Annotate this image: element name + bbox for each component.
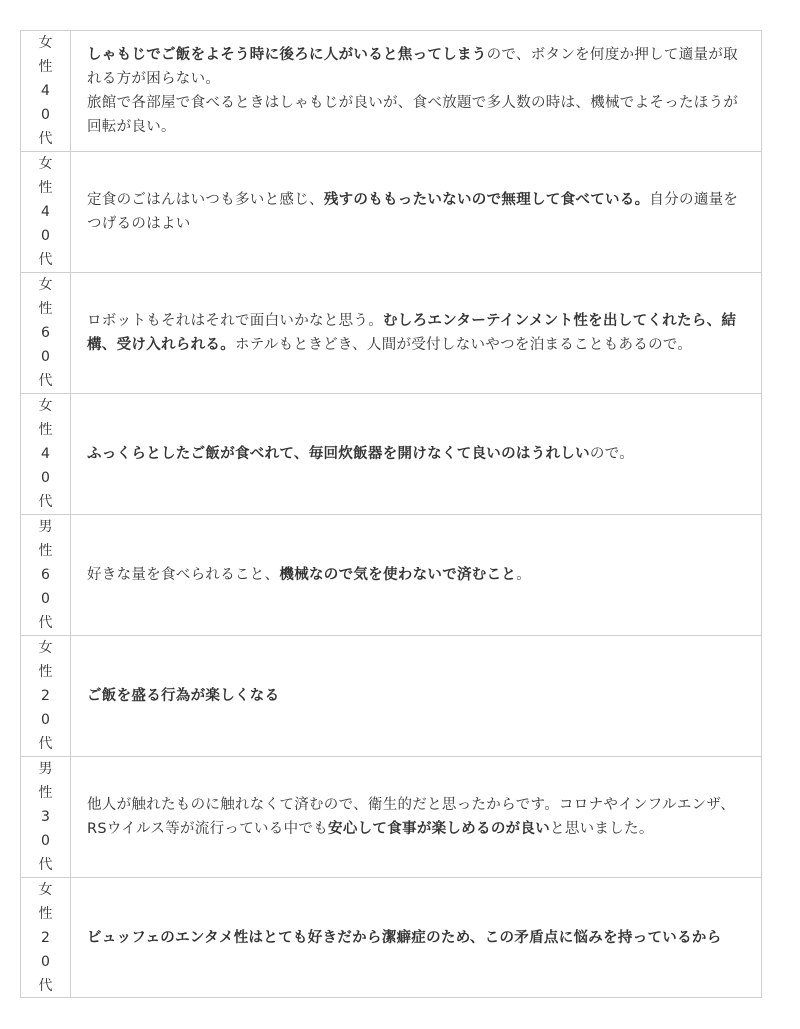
comment-paragraph	[87, 43, 743, 91]
label-char: 代	[38, 736, 53, 752]
label-char: 性	[38, 59, 53, 75]
label-char: 0	[41, 107, 50, 123]
comment-cell	[71, 757, 761, 877]
emphasis-text: 安心して食事が楽しめるのが良い	[328, 821, 551, 837]
comments-table	[20, 30, 762, 998]
label-char: 性	[38, 785, 53, 801]
emphasis-text: 機械なので気を使わないで済むこと	[279, 567, 517, 583]
respondent-label	[21, 636, 71, 756]
label-char: 0	[41, 833, 50, 849]
comment-text	[87, 793, 743, 841]
comment-paragraph	[87, 684, 743, 708]
label-char: 4	[41, 83, 50, 99]
label-char: 女	[38, 156, 53, 172]
label-char: 男	[38, 761, 53, 777]
respondent-label	[21, 394, 71, 514]
emphasis-text: ご飯を盛る行為が楽しくなる	[87, 688, 280, 704]
label-char: 代	[38, 252, 53, 268]
label-char: 4	[41, 204, 50, 220]
comment-cell	[71, 878, 761, 997]
emphasis-text: ビュッフェのエンタメ性はとても好きだから潔癖症のため、この矛盾点に悩みを持っているから	[87, 929, 722, 946]
label-char: 0	[41, 591, 50, 607]
comment-cell	[71, 394, 761, 514]
plain-text: 定食のごはんはいつも多いと感じ、	[87, 192, 324, 208]
respondent-label	[21, 515, 71, 635]
label-char: 代	[38, 857, 53, 873]
table-row	[20, 756, 762, 877]
comment-text	[87, 926, 743, 950]
label-char: 女	[38, 398, 53, 414]
plain-text: 旅館で各部屋で食べるときはしゃもじが良いが、食べ放題で多人数の時は、機械でよそったほうが回転が良い。	[87, 95, 739, 135]
comment-paragraph	[87, 309, 743, 357]
plain-text: 好きな量を食べられること、	[87, 567, 280, 583]
emphasis-text: ふっくらとしたご飯が食べれて、毎回炊飯器を開けなくて良いのはうれしい	[87, 446, 590, 462]
label-char: 男	[38, 519, 53, 535]
comment-text	[87, 188, 743, 236]
label-char: 0	[41, 953, 50, 970]
plain-text: ロボットもそれはそれで面白いかなと思う。	[87, 313, 383, 329]
table-row	[20, 272, 762, 393]
emphasis-text: しゃもじでご飯をよそう時に後ろに人がいると焦ってしまう	[87, 47, 487, 63]
label-char: 代	[38, 494, 53, 510]
label-char: 女	[38, 277, 53, 293]
label-char: 6	[41, 567, 50, 583]
label-char: 性	[38, 180, 53, 196]
respondent-label	[21, 273, 71, 393]
label-char: 性	[38, 905, 53, 922]
comment-text	[87, 309, 743, 357]
plain-text: 自分の適量をつげるのはよい	[87, 192, 739, 232]
label-char: 女	[38, 640, 53, 656]
table-row	[20, 30, 762, 151]
label-char: 代	[38, 615, 53, 631]
table-row	[20, 635, 762, 756]
respondent-label	[21, 152, 71, 272]
table-row	[20, 393, 762, 514]
comment-paragraph	[87, 563, 743, 587]
respondent-label	[21, 757, 71, 877]
label-char: 0	[41, 349, 50, 365]
label-char: 女	[38, 881, 53, 898]
plain-text: ので。	[589, 446, 635, 462]
plain-text: 。	[516, 567, 532, 583]
respondent-label	[21, 31, 71, 151]
label-char: 性	[38, 543, 53, 559]
plain-text: と思いました。	[550, 821, 654, 837]
label-char: 性	[38, 301, 53, 317]
plain-text: ホテルもときどき、人間が受付しないやつを泊まることもあるので。	[235, 337, 693, 353]
comment-paragraph	[87, 188, 743, 236]
label-char: 代	[38, 373, 53, 389]
label-char: 女	[38, 35, 53, 51]
comment-cell	[71, 515, 761, 635]
emphasis-text: 残すのももったいないので無理して食べている。	[323, 192, 650, 208]
comment-paragraph	[87, 91, 743, 139]
comment-text	[87, 43, 743, 139]
label-char: 6	[41, 325, 50, 341]
label-char: 2	[41, 688, 50, 704]
table-row	[20, 151, 762, 272]
comment-cell	[71, 636, 761, 756]
comment-cell	[71, 152, 761, 272]
label-char: 代	[38, 131, 53, 147]
label-char: 2	[41, 929, 50, 946]
comment-cell	[71, 31, 761, 151]
respondent-label	[21, 878, 71, 997]
comment-text	[87, 563, 743, 587]
plain-text: 他人が触れたものに触れなくて済むので、衛生的だと思ったからです。コロナやインフルエンザ、RSウイルス等が流行っている中でも	[87, 797, 736, 837]
table-row	[20, 877, 762, 998]
label-char: 4	[41, 446, 50, 462]
label-char: 3	[41, 809, 50, 825]
comment-paragraph	[87, 793, 743, 841]
comment-cell	[71, 273, 761, 393]
label-char: 0	[41, 228, 50, 244]
label-char: 性	[38, 422, 53, 438]
label-char: 0	[41, 470, 50, 486]
emphasis-text: むしろエンターテインメント性を出してくれたら、結構、受け入れられる。	[87, 313, 737, 353]
comment-paragraph	[87, 442, 743, 466]
label-char: 性	[38, 664, 53, 680]
comment-paragraph	[87, 926, 743, 950]
table-row	[20, 514, 762, 635]
comment-text	[87, 442, 743, 466]
plain-text: ので、ボタンを何度か押して適量が取れる方が困らない。	[87, 47, 738, 87]
comment-text	[87, 684, 743, 708]
label-char: 0	[41, 712, 50, 728]
label-char: 代	[38, 977, 53, 994]
